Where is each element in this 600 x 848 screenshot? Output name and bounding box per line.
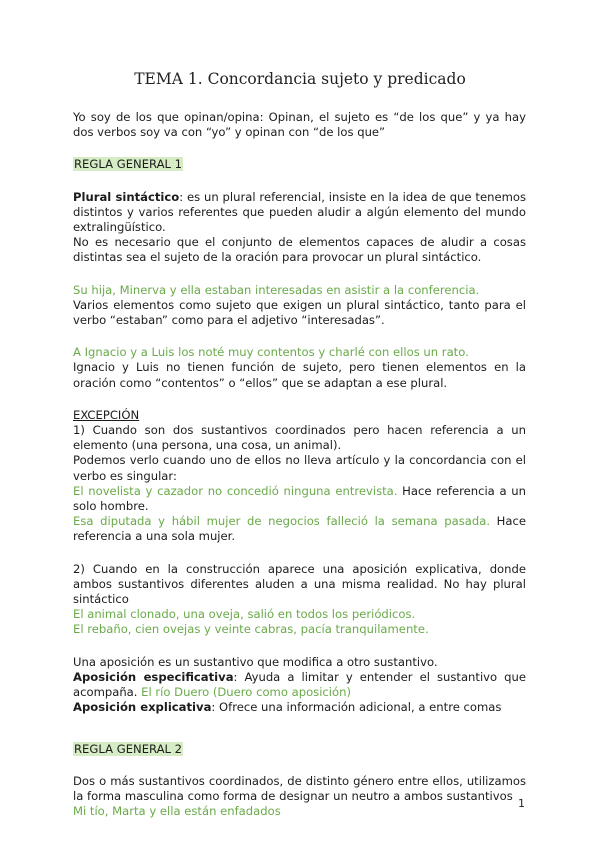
aposicion-especificativa (73, 670, 526, 700)
aposicion-definition: Una aposición es un sustantivo que modifica a otro sustantivo. (73, 654, 438, 669)
plural-definition-2: No es necesario que el conjunto de elementos capaces de aludir a cosas distintas sea el sujeto de la oración para provocar un plural sintáctico. (73, 235, 526, 265)
excepcion-p3: 2) Cuando en la construcción aparece una aposición explicativa, donde ambos sustantivos diferentes aluden a una misma realidad. No hay plural sintáctico (73, 561, 526, 607)
page-title: TEMA 1. Concordancia sujeto y predicado (134, 70, 466, 88)
regla2-heading (73, 742, 526, 757)
example-2: A Ignacio y a Luis los noté muy contentos y charlé con ellos un rato. (73, 345, 469, 360)
excepcion-ex1-text: El novelista y cazador no concedió ninguna entrevista. (73, 483, 398, 498)
excepcion-heading-text: EXCEPCIÓN (73, 407, 140, 422)
explicativa-term: Aposición explicativa (73, 700, 212, 715)
regla1-heading (73, 157, 526, 172)
plural-term: Plural sintáctico (73, 189, 180, 204)
explain-2: Ignacio y Luis no tienen función de sujeto, pero tienen elementos en la oración como “contentos” o “ellos” que se adaptan a ese plural. (73, 360, 526, 390)
excepcion-p2: Podemos verlo cuando uno de ellos no lleva artículo y la concordancia con el verbo es singular: (73, 453, 526, 483)
regla2-heading-text: REGLA GENERAL 2 (74, 741, 183, 756)
document-body (73, 110, 526, 819)
excepcion-heading (73, 408, 526, 423)
excepcion-ex2-text: Esa diputada y hábil mujer de negocios falleció la semana pasada. (73, 514, 491, 529)
page-number: 1 (518, 797, 525, 810)
excepcion-ex1 (73, 484, 526, 514)
excepcion-ex4: El rebaño, cien ovejas y veinte cabras, pacía tranquilamente. (73, 622, 429, 637)
especificativa-text: : Ayuda a limitar y entender el sustantivo que acompaña. (73, 669, 526, 700)
excepcion-ex2 (73, 514, 526, 544)
regla2-text: Dos o más sustantivos coordinados, de distinto género entre ellos, utilizamos la forma masculina como forma de designar un neutro a ambos sustantivos (73, 773, 526, 803)
plural-definition-text: : es un plural referencial, insiste en la idea de que tenemos distintos y varios referentes que pueden aludir a algún elemento del mundo extralingüístico. (73, 189, 527, 235)
explain-1: Varios elementos como sujeto que exigen un plural sintáctico, tanto para el verbo “estaban” como para el adjetivo “interesadas”. (73, 297, 526, 328)
excepcion-ex2-note: Hace referencia a una sola mujer. (73, 514, 526, 544)
especificativa-term: Aposición especificativa (73, 669, 234, 684)
plural-definition (73, 190, 526, 236)
explicativa-text: : Ofrece una información adicional, a entre comas (211, 700, 502, 715)
intro-paragraph: Yo soy de los que opinan/opina: Opinan, el sujeto es “de los que” y ya hay dos verbos soy va con “yo” y opinan con “de los que” (73, 110, 526, 140)
excepcion-p1: 1) Cuando son dos sustantivos coordinados pero hacen referencia a un elemento (una persona, una cosa, un animal). (73, 423, 526, 453)
regla2-example: Mi tío, Marta y ella están enfadados (73, 804, 281, 819)
especificativa-example: El río Duero (Duero como aposición) (141, 685, 351, 700)
example-1: Su hija, Minerva y ella estaban interesadas en asistir a la conferencia. (73, 282, 480, 297)
excepcion-ex1-note: Hace referencia a un solo hombre. (73, 483, 526, 514)
regla1-heading-text: REGLA GENERAL 1 (74, 157, 183, 172)
aposicion-explicativa (73, 700, 526, 715)
excepcion-ex3: El animal clonado, una oveja, salió en todos los periódicos. (73, 607, 416, 622)
